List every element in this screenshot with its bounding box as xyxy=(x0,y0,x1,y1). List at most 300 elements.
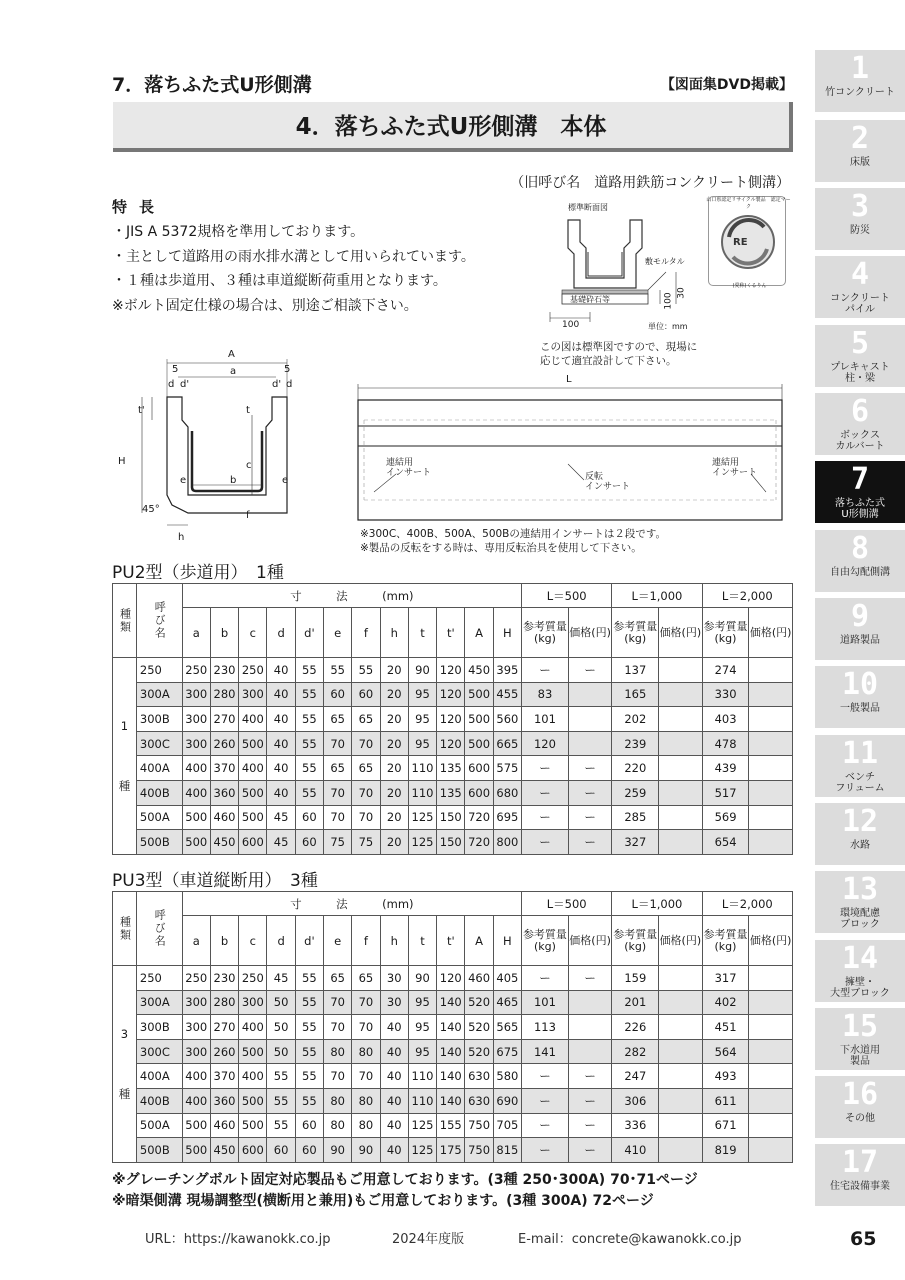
value-cell: 120 xyxy=(437,707,465,732)
weight-header: 参考質量(kg) xyxy=(702,608,749,658)
side-tab-number: 8 xyxy=(850,531,870,566)
value-cell: 460 xyxy=(210,1113,238,1138)
value-cell: 580 xyxy=(493,1064,521,1089)
value-cell: 95 xyxy=(408,990,436,1015)
spec-table-2 xyxy=(112,891,793,1163)
side-tab-label: 環境配慮 ブロック xyxy=(840,908,880,930)
side-tab-label: 落ちふた式 U形側溝 xyxy=(835,498,885,520)
value-cell: 260 xyxy=(210,1039,238,1064)
side-tab-label: ボックス カルバート xyxy=(835,430,885,452)
section-dimension-diagram xyxy=(112,345,327,545)
side-tab-label: プレキャスト 柱・梁 xyxy=(830,362,890,384)
side-tab-number: 16 xyxy=(841,1077,879,1112)
dim-5-right: 5 xyxy=(284,364,291,375)
value-cell: 90 xyxy=(352,1138,380,1163)
side-tab-label: 住宅設備事業 xyxy=(830,1181,890,1192)
header-row xyxy=(113,892,793,916)
value-cell: 330 xyxy=(702,682,749,707)
col-header: f xyxy=(352,608,380,658)
name-cell: 300A xyxy=(136,990,182,1015)
col-header: t xyxy=(408,916,436,966)
value-cell: 259 xyxy=(612,780,659,805)
value-cell: ー xyxy=(522,756,569,781)
side-tab-number: 4 xyxy=(850,257,870,292)
value-cell: 575 xyxy=(493,756,521,781)
value-cell: 120 xyxy=(437,658,465,683)
value-cell: 500 xyxy=(182,1138,210,1163)
name-cell: 500A xyxy=(136,805,182,830)
value-cell: 705 xyxy=(493,1113,521,1138)
value-cell xyxy=(568,990,612,1015)
value-cell: 80 xyxy=(324,1113,352,1138)
value-cell: 665 xyxy=(493,731,521,756)
side-tab-4[interactable] xyxy=(815,256,905,318)
value-cell: 20 xyxy=(380,731,408,756)
std-figure-label: 標準断面図 xyxy=(568,203,608,212)
value-cell: 65 xyxy=(352,966,380,991)
value-cell: 460 xyxy=(210,805,238,830)
value-cell: 500 xyxy=(465,707,493,732)
value-cell xyxy=(659,1088,703,1113)
value-cell: 500 xyxy=(239,731,267,756)
value-cell: 125 xyxy=(408,1138,436,1163)
dim-H: H xyxy=(118,456,126,467)
value-cell: 750 xyxy=(465,1113,493,1138)
value-cell: 630 xyxy=(465,1088,493,1113)
dvd-tag: 【図面集DVD掲載】 xyxy=(660,77,793,93)
side-tab-number: 6 xyxy=(850,394,870,429)
value-cell: 55 xyxy=(295,990,323,1015)
value-cell: 400 xyxy=(182,780,210,805)
value-cell: 317 xyxy=(702,966,749,991)
name-cell: 300C xyxy=(136,1039,182,1064)
value-cell: 120 xyxy=(522,731,569,756)
name-cell: 300A xyxy=(136,682,182,707)
col-header: A xyxy=(465,916,493,966)
value-cell: 60 xyxy=(295,1113,323,1138)
value-cell: 815 xyxy=(493,1138,521,1163)
side-tab-6[interactable] xyxy=(815,393,905,455)
value-cell: 300 xyxy=(182,682,210,707)
length-header: L＝1,000 xyxy=(612,892,702,916)
value-cell: ー xyxy=(522,658,569,683)
value-cell: 600 xyxy=(239,1138,267,1163)
value-cell: 226 xyxy=(612,1015,659,1040)
length-header: L＝2,000 xyxy=(702,892,792,916)
value-cell: 450 xyxy=(465,658,493,683)
value-cell: 300 xyxy=(182,731,210,756)
value-cell: 141 xyxy=(522,1039,569,1064)
value-cell xyxy=(749,805,793,830)
value-cell xyxy=(749,682,793,707)
value-cell: 517 xyxy=(702,780,749,805)
value-cell: 569 xyxy=(702,805,749,830)
value-cell: 500 xyxy=(182,805,210,830)
value-cell: 565 xyxy=(493,1015,521,1040)
weight-header: 参考質量(kg) xyxy=(522,608,569,658)
name-cell: 300C xyxy=(136,731,182,756)
value-cell: 137 xyxy=(612,658,659,683)
value-cell xyxy=(749,1064,793,1089)
right-insert-label: 連結用 インサート xyxy=(712,458,758,478)
value-cell: 75 xyxy=(324,830,352,855)
table-row xyxy=(113,1113,793,1138)
table-row xyxy=(113,830,793,855)
value-cell: 671 xyxy=(702,1113,749,1138)
side-tab-12[interactable] xyxy=(815,803,905,865)
value-cell: ー xyxy=(522,1088,569,1113)
dim-b: b xyxy=(230,475,237,486)
value-cell: 280 xyxy=(210,990,238,1015)
value-cell: 83 xyxy=(522,682,569,707)
value-cell: 101 xyxy=(522,990,569,1015)
value-cell: 65 xyxy=(352,707,380,732)
value-cell: 360 xyxy=(210,780,238,805)
value-cell: 165 xyxy=(612,682,659,707)
length-header: L＝2,000 xyxy=(702,584,792,608)
value-cell xyxy=(659,1113,703,1138)
value-cell xyxy=(659,1138,703,1163)
value-cell: 40 xyxy=(267,707,295,732)
col-header: h xyxy=(380,608,408,658)
feature-item: ・JIS A 5372規格を準用しております。 xyxy=(112,224,365,240)
side-tab-number: 7 xyxy=(850,462,870,497)
value-cell: 465 xyxy=(493,990,521,1015)
table-row xyxy=(113,731,793,756)
value-cell: 720 xyxy=(465,805,493,830)
value-cell: 300 xyxy=(182,707,210,732)
value-cell: 500 xyxy=(239,780,267,805)
value-cell: 500 xyxy=(465,682,493,707)
table-row xyxy=(113,1039,793,1064)
value-cell: 285 xyxy=(612,805,659,830)
value-cell: 439 xyxy=(702,756,749,781)
value-cell: 75 xyxy=(352,830,380,855)
side-tab-7[interactable] xyxy=(815,461,905,523)
col-header: d' xyxy=(295,916,323,966)
col-header: H xyxy=(493,608,521,658)
value-cell: 20 xyxy=(380,780,408,805)
value-cell: 680 xyxy=(493,780,521,805)
value-cell: 460 xyxy=(465,966,493,991)
weight-header: 参考質量(kg) xyxy=(522,916,569,966)
value-cell: ー xyxy=(522,1064,569,1089)
kind-header: 種類 xyxy=(113,584,137,658)
col-header: c xyxy=(239,608,267,658)
side-tab-label: コンクリート パイル xyxy=(830,293,890,315)
value-cell: 55 xyxy=(267,1088,295,1113)
value-cell xyxy=(659,1064,703,1089)
value-cell: 306 xyxy=(612,1088,659,1113)
value-cell xyxy=(749,1138,793,1163)
value-cell: 70 xyxy=(352,1064,380,1089)
value-cell: 220 xyxy=(612,756,659,781)
feature-item: ・主として道路用の雨水排水溝として用いられています。 xyxy=(112,248,475,265)
mortar-label: 敷モルタル xyxy=(645,257,685,266)
side-tab-2[interactable] xyxy=(815,120,905,182)
col-header: a xyxy=(182,608,210,658)
price-header: 価格(円) xyxy=(749,916,793,966)
value-cell: 600 xyxy=(465,780,493,805)
value-cell: 159 xyxy=(612,966,659,991)
price-header: 価格(円) xyxy=(659,608,703,658)
value-cell: 155 xyxy=(437,1113,465,1138)
side-tab-label: 擁壁・ 大型ブロック xyxy=(830,977,890,999)
value-cell: 493 xyxy=(702,1064,749,1089)
dim-5-left: 5 xyxy=(172,364,179,375)
value-cell: 70 xyxy=(352,731,380,756)
value-cell: 395 xyxy=(493,658,521,683)
value-cell: 90 xyxy=(324,1138,352,1163)
table-row xyxy=(113,1088,793,1113)
side-tab-number: 1 xyxy=(850,51,870,86)
value-cell: 55 xyxy=(295,966,323,991)
value-cell: 40 xyxy=(267,780,295,805)
col-header: A xyxy=(465,608,493,658)
dim-angle: 45° xyxy=(142,504,160,515)
value-cell: 500 xyxy=(239,1039,267,1064)
value-cell: 239 xyxy=(612,731,659,756)
table-row xyxy=(113,780,793,805)
side-tab-label: ベンチ フリューム xyxy=(835,772,885,794)
side-tab-17[interactable] xyxy=(815,1144,905,1206)
side-tab-number: 14 xyxy=(841,941,879,976)
value-cell: 55 xyxy=(352,658,380,683)
side-tab-label: 竹コンクリート xyxy=(825,87,895,98)
side-tab-8[interactable] xyxy=(815,530,905,592)
side-tab-13[interactable] xyxy=(815,871,905,933)
name-cell: 300B xyxy=(136,707,182,732)
dim-h: h xyxy=(178,532,185,543)
value-cell: 95 xyxy=(408,1015,436,1040)
value-cell xyxy=(749,990,793,1015)
value-cell: 60 xyxy=(295,805,323,830)
value-cell: 95 xyxy=(408,682,436,707)
side-tab-11[interactable] xyxy=(815,735,905,797)
value-cell: 140 xyxy=(437,1088,465,1113)
value-cell: ー xyxy=(522,830,569,855)
value-cell: 55 xyxy=(267,1064,295,1089)
table-row xyxy=(113,658,793,683)
table-row xyxy=(113,682,793,707)
dim-tp: t' xyxy=(138,405,145,416)
value-cell: 40 xyxy=(267,756,295,781)
col-header: t xyxy=(408,608,436,658)
name-cell: 300B xyxy=(136,1015,182,1040)
value-cell: 135 xyxy=(437,756,465,781)
value-cell: 400 xyxy=(239,1064,267,1089)
value-cell: 20 xyxy=(380,830,408,855)
name-cell: 250 xyxy=(136,658,182,683)
value-cell xyxy=(659,1015,703,1040)
value-cell: 500 xyxy=(239,1113,267,1138)
table-row xyxy=(113,707,793,732)
value-cell: 20 xyxy=(380,658,408,683)
value-cell: 300 xyxy=(239,682,267,707)
footer-url[interactable]: URL：https://kawanokk.co.jp xyxy=(145,1232,331,1247)
value-cell: 90 xyxy=(408,658,436,683)
length-header: L＝500 xyxy=(522,892,612,916)
value-cell: 695 xyxy=(493,805,521,830)
value-cell: 140 xyxy=(437,1064,465,1089)
value-cell: 140 xyxy=(437,1015,465,1040)
value-cell: 720 xyxy=(465,830,493,855)
name-cell: 400A xyxy=(136,1064,182,1089)
price-header: 価格(円) xyxy=(568,916,612,966)
value-cell xyxy=(749,1015,793,1040)
value-cell: 40 xyxy=(380,1064,408,1089)
side-tab-16[interactable] xyxy=(815,1076,905,1138)
value-cell: 400 xyxy=(182,1064,210,1089)
value-cell: 455 xyxy=(493,682,521,707)
value-cell: 175 xyxy=(437,1138,465,1163)
name-cell: 400A xyxy=(136,756,182,781)
value-cell: 80 xyxy=(324,1088,352,1113)
value-cell: 55 xyxy=(267,1113,295,1138)
value-cell: ー xyxy=(522,780,569,805)
section-title: 7．落ちふた式U形側溝 xyxy=(112,74,312,96)
value-cell: 260 xyxy=(210,731,238,756)
value-cell: 65 xyxy=(324,966,352,991)
side-tab-number: 2 xyxy=(850,121,870,156)
value-cell: 80 xyxy=(352,1039,380,1064)
value-cell: 630 xyxy=(465,1064,493,1089)
kind-cell: 1 種 xyxy=(113,658,137,855)
value-cell: 478 xyxy=(702,731,749,756)
value-cell: 500 xyxy=(182,830,210,855)
value-cell: 450 xyxy=(210,830,238,855)
value-cell: 560 xyxy=(493,707,521,732)
value-cell: 55 xyxy=(295,756,323,781)
col-header: t' xyxy=(437,916,465,966)
value-cell: 55 xyxy=(324,658,352,683)
value-cell: 400 xyxy=(239,756,267,781)
side-tab-number: 10 xyxy=(841,667,879,702)
value-cell: 30 xyxy=(380,966,408,991)
value-cell: 60 xyxy=(295,1138,323,1163)
dim-d: d xyxy=(168,379,175,390)
value-cell: 55 xyxy=(295,1015,323,1040)
recycle-icon xyxy=(709,197,787,287)
value-cell: 55 xyxy=(295,1088,323,1113)
weight-header: 参考質量(kg) xyxy=(612,916,659,966)
value-cell: 70 xyxy=(324,990,352,1015)
side-tab-3[interactable] xyxy=(815,188,905,250)
value-cell: 750 xyxy=(465,1138,493,1163)
header-row xyxy=(113,584,793,608)
side-tab-number: 15 xyxy=(841,1009,879,1044)
center-insert-label: 反転 インサート xyxy=(585,472,631,492)
value-cell: 400 xyxy=(182,1088,210,1113)
value-cell: 20 xyxy=(380,707,408,732)
value-cell: 70 xyxy=(352,990,380,1015)
unit-label: 単位：mm xyxy=(648,322,688,331)
side-tab-9[interactable] xyxy=(815,598,905,660)
value-cell xyxy=(749,966,793,991)
value-cell: 402 xyxy=(702,990,749,1015)
length-header: L＝500 xyxy=(522,584,612,608)
price-header: 価格(円) xyxy=(568,608,612,658)
dim-f: f xyxy=(246,510,250,521)
col-header: d' xyxy=(295,608,323,658)
dim-L: L xyxy=(566,374,572,385)
table-row xyxy=(113,805,793,830)
value-cell: 800 xyxy=(493,830,521,855)
value-cell: 125 xyxy=(408,1113,436,1138)
value-cell: 70 xyxy=(324,731,352,756)
table2-title: PU3型（車道縦断用） 3種 xyxy=(112,871,318,891)
value-cell: ー xyxy=(568,805,612,830)
value-cell: 40 xyxy=(380,1015,408,1040)
value-cell: 336 xyxy=(612,1113,659,1138)
dim-30-label: 30 xyxy=(676,287,687,299)
value-cell xyxy=(749,707,793,732)
value-cell: 55 xyxy=(295,731,323,756)
side-tab-5[interactable] xyxy=(815,325,905,387)
value-cell: 125 xyxy=(408,805,436,830)
value-cell: 95 xyxy=(408,1039,436,1064)
value-cell: 140 xyxy=(437,990,465,1015)
name-cell: 400B xyxy=(136,780,182,805)
value-cell: 60 xyxy=(295,830,323,855)
dim-e2: e xyxy=(282,475,289,486)
value-cell: 70 xyxy=(324,1064,352,1089)
value-cell: 20 xyxy=(380,756,408,781)
value-cell: 120 xyxy=(437,731,465,756)
table-row xyxy=(113,756,793,781)
value-cell: 500 xyxy=(239,1088,267,1113)
value-cell: 55 xyxy=(295,1039,323,1064)
value-cell: 300 xyxy=(182,1015,210,1040)
value-cell: 400 xyxy=(182,756,210,781)
value-cell xyxy=(749,1088,793,1113)
value-cell: 110 xyxy=(408,780,436,805)
value-cell: 500 xyxy=(239,805,267,830)
side-tab-14[interactable] xyxy=(815,940,905,1002)
old-name: （旧呼び名 道路用鉄筋コンクリート側溝） xyxy=(510,175,790,191)
value-cell: 450 xyxy=(210,1138,238,1163)
features-list xyxy=(112,220,475,318)
value-cell: 500 xyxy=(182,1113,210,1138)
value-cell: ー xyxy=(568,830,612,855)
dim-t: t xyxy=(246,405,250,416)
value-cell: 120 xyxy=(437,682,465,707)
dim-c: c xyxy=(246,460,252,471)
dims-header: 寸 法 (mm) xyxy=(182,892,521,916)
dim-a: a xyxy=(230,366,237,377)
side-tab-15[interactable] xyxy=(815,1008,905,1070)
value-cell xyxy=(659,830,703,855)
side-tab-10[interactable] xyxy=(815,666,905,728)
value-cell: ー xyxy=(522,966,569,991)
value-cell: 611 xyxy=(702,1088,749,1113)
col-header: d xyxy=(267,916,295,966)
value-cell xyxy=(749,1113,793,1138)
value-cell: 45 xyxy=(267,805,295,830)
name-cell: 400B xyxy=(136,1088,182,1113)
side-tab-number: 3 xyxy=(850,189,870,224)
value-cell: 564 xyxy=(702,1039,749,1064)
footer-email[interactable]: E-mail：concrete@kawanokk.co.jp xyxy=(518,1232,742,1247)
value-cell: 45 xyxy=(267,966,295,991)
value-cell: 70 xyxy=(324,1015,352,1040)
value-cell: 202 xyxy=(612,707,659,732)
side-tab-1[interactable] xyxy=(815,50,905,112)
value-cell: 403 xyxy=(702,707,749,732)
value-cell: 110 xyxy=(408,1088,436,1113)
value-cell: 40 xyxy=(267,682,295,707)
value-cell xyxy=(749,830,793,855)
